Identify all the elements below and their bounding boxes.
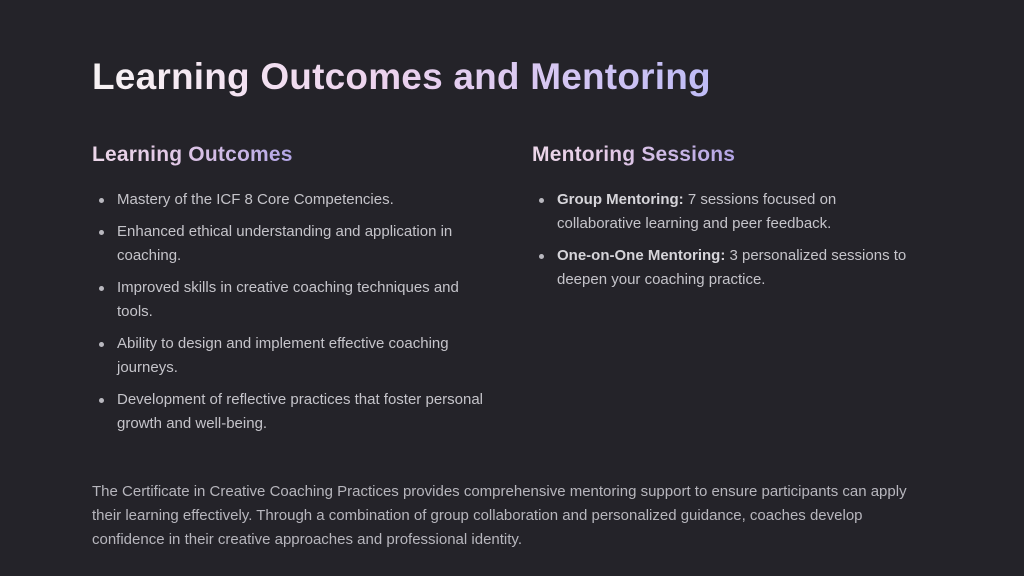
- list-item-detail: 3 personalized sessions to deepen your coaching practice.: [557, 246, 907, 288]
- list-item: [92, 332, 512, 380]
- list-item: [92, 220, 512, 268]
- list-item-label: One-on-One Mentoring:: [557, 246, 726, 264]
- two-column-layout: [92, 143, 932, 444]
- list-item: [92, 188, 512, 212]
- learning-outcomes-heading: Learning Outcomes: [92, 142, 293, 166]
- learning-outcomes-list: [92, 188, 512, 436]
- bullet-icon: [539, 254, 544, 259]
- summary-paragraph: The Certificate in Creative Coaching Practices provides comprehensive mentoring support to ensure participants can apply their learning effectively. Through a combination of group collaboration and personalized guidance, coaches develop confidence in their creative approaches and professional identity.: [92, 482, 907, 548]
- learning-outcomes-section: [92, 143, 512, 444]
- list-item-text: [557, 188, 919, 236]
- list-item: [532, 188, 932, 236]
- list-item-text: Mastery of the ICF 8 Core Competencies.: [117, 190, 394, 208]
- bullet-icon: [99, 398, 104, 403]
- mentoring-sessions-list: [532, 188, 932, 292]
- list-item-text: Improved skills in creative coaching techniques and tools.: [117, 278, 459, 320]
- list-item: [92, 388, 512, 436]
- list-item-text: Enhanced ethical understanding and application in coaching.: [117, 222, 453, 264]
- mentoring-sessions-heading: Mentoring Sessions: [532, 142, 736, 166]
- bullet-icon: [99, 230, 104, 235]
- list-item-label: Group Mentoring:: [557, 190, 684, 208]
- bullet-icon: [539, 198, 544, 203]
- list-item-detail: 7 sessions focused on collaborative learning and peer feedback.: [557, 190, 837, 232]
- bullet-icon: [99, 198, 104, 203]
- bullet-icon: [99, 286, 104, 291]
- page-title: Learning Outcomes and Mentoring: [92, 56, 711, 97]
- mentoring-sessions-section: [532, 143, 932, 444]
- list-item: [92, 276, 512, 324]
- list-item-text: Development of reflective practices that foster personal growth and well-being.: [117, 390, 484, 432]
- list-item: [532, 244, 932, 292]
- list-item-text: Ability to design and implement effective coaching journeys.: [117, 334, 449, 376]
- list-item-text: [557, 244, 919, 292]
- bullet-icon: [99, 342, 104, 347]
